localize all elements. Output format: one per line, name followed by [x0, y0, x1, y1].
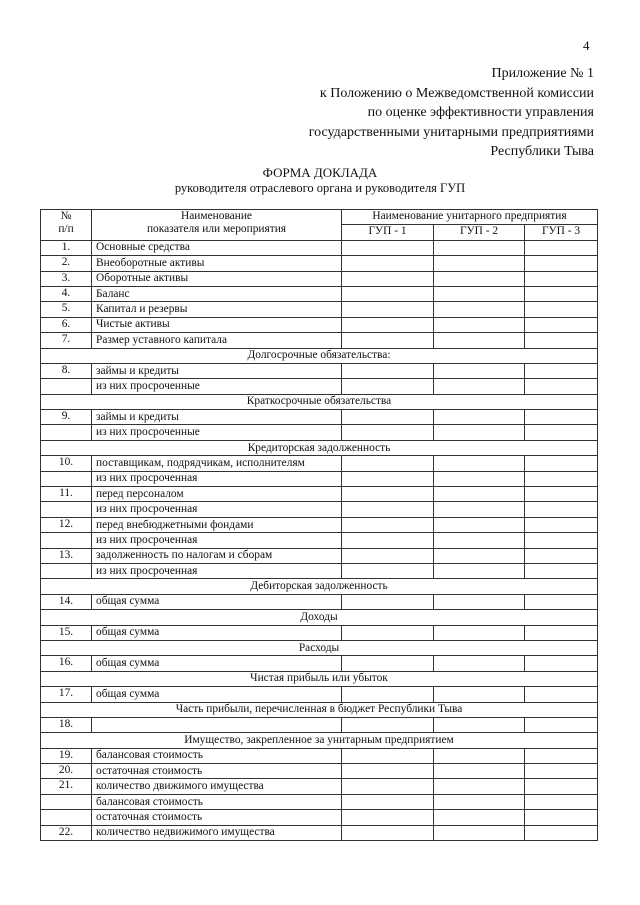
table-row — [41, 256, 598, 271]
indicator-name: из них просроченная — [92, 502, 342, 517]
table-row — [41, 625, 598, 640]
value-cell-gup-1 — [342, 286, 434, 301]
table-section-row — [41, 733, 598, 748]
table-row — [41, 687, 598, 702]
form-title: ФОРМА ДОКЛАДА — [262, 165, 378, 180]
indicator-name: из них просроченная — [92, 563, 342, 578]
indicator-name: Баланс — [92, 286, 342, 301]
row-number: 9. — [41, 410, 92, 425]
table-row — [41, 502, 598, 517]
value-cell-gup-3 — [525, 656, 598, 671]
row-number: 4. — [41, 286, 92, 301]
appendix-caption — [309, 64, 594, 162]
value-cell-gup-1 — [342, 810, 434, 825]
section-title: Краткосрочные обязательства — [41, 394, 598, 409]
value-cell-gup-2 — [434, 471, 525, 486]
value-cell-gup-2 — [434, 548, 525, 563]
row-number: 20. — [41, 764, 92, 779]
table-section-row — [41, 610, 598, 625]
indicator-name: балансовая стоимость — [92, 794, 342, 809]
value-cell-gup-2 — [434, 286, 525, 301]
value-cell-gup-3 — [525, 363, 598, 378]
table-row — [41, 487, 598, 502]
indicator-name: Основные средства — [92, 240, 342, 255]
table-row — [41, 517, 598, 532]
row-number — [41, 563, 92, 578]
row-number: 11. — [41, 487, 92, 502]
appendix-line: к Положению о Межведомственной комиссии — [319, 85, 594, 101]
value-cell-gup-3 — [525, 425, 598, 440]
row-number — [41, 502, 92, 517]
header-enterprise: Наименование унитарного предприятия — [342, 210, 598, 225]
section-title: Часть прибыли, перечисленная в бюджет Республики Тыва — [41, 702, 598, 717]
row-number: 13. — [41, 548, 92, 563]
value-cell-gup-1 — [342, 717, 434, 732]
value-cell-gup-1 — [342, 487, 434, 502]
table-row — [41, 779, 598, 794]
form-subtitle: руководителя отраслевого органа и руководителя ГУП — [174, 181, 466, 195]
value-cell-gup-2 — [434, 271, 525, 286]
section-title: Доходы — [41, 610, 598, 625]
value-cell-gup-2 — [434, 825, 525, 840]
indicator-name: количество движимого имущества — [92, 779, 342, 794]
row-number: 17. — [41, 687, 92, 702]
value-cell-gup-2 — [434, 517, 525, 532]
value-cell-gup-3 — [525, 625, 598, 640]
value-cell-gup-3 — [525, 471, 598, 486]
value-cell-gup-3 — [525, 302, 598, 317]
row-number: 6. — [41, 317, 92, 332]
value-cell-gup-1 — [342, 625, 434, 640]
table-row — [41, 271, 598, 286]
value-cell-gup-3 — [525, 594, 598, 609]
appendix-line: Приложение № 1 — [491, 66, 594, 81]
value-cell-gup-1 — [342, 271, 434, 286]
value-cell-gup-3 — [525, 333, 598, 348]
value-cell-gup-1 — [342, 410, 434, 425]
indicator-name: из них просроченные — [92, 425, 342, 440]
row-number: 15. — [41, 625, 92, 640]
value-cell-gup-3 — [525, 533, 598, 548]
value-cell-gup-2 — [434, 456, 525, 471]
value-cell-gup-2 — [434, 302, 525, 317]
indicator-name: Внеоборотные активы — [92, 256, 342, 271]
value-cell-gup-3 — [525, 717, 598, 732]
indicator-name: общая сумма — [92, 594, 342, 609]
header-gup-2: ГУП - 2 — [434, 225, 525, 240]
value-cell-gup-2 — [434, 594, 525, 609]
value-cell-gup-3 — [525, 517, 598, 532]
row-number: 5. — [41, 302, 92, 317]
row-number — [41, 810, 92, 825]
value-cell-gup-3 — [525, 748, 598, 763]
table-row — [41, 471, 598, 486]
table-row — [41, 810, 598, 825]
value-cell-gup-2 — [434, 256, 525, 271]
value-cell-gup-3 — [525, 764, 598, 779]
table-row — [41, 333, 598, 348]
table-section-row — [41, 671, 598, 686]
value-cell-gup-1 — [342, 333, 434, 348]
row-number: 3. — [41, 271, 92, 286]
header-gup-3: ГУП - 3 — [525, 225, 598, 240]
value-cell-gup-2 — [434, 748, 525, 763]
indicator-name: Оборотные активы — [92, 271, 342, 286]
value-cell-gup-2 — [434, 240, 525, 255]
value-cell-gup-1 — [342, 502, 434, 517]
section-title: Расходы — [41, 640, 598, 655]
indicator-name: из них просроченные — [92, 379, 342, 394]
row-number: 8. — [41, 363, 92, 378]
section-title: Долгосрочные обязательства: — [41, 348, 598, 363]
indicator-name: перед внебюджетными фондами — [92, 517, 342, 532]
value-cell-gup-3 — [525, 286, 598, 301]
table-row — [41, 563, 598, 578]
section-title: Дебиторская задолженность — [41, 579, 598, 594]
table-section-row — [41, 440, 598, 455]
table-row — [41, 656, 598, 671]
value-cell-gup-3 — [525, 256, 598, 271]
value-cell-gup-3 — [525, 687, 598, 702]
value-cell-gup-3 — [525, 456, 598, 471]
appendix-line: по оценке эффективности управления — [367, 105, 594, 120]
value-cell-gup-3 — [525, 240, 598, 255]
value-cell-gup-1 — [342, 563, 434, 578]
value-cell-gup-3 — [525, 548, 598, 563]
value-cell-gup-1 — [342, 764, 434, 779]
row-number: 18. — [41, 717, 92, 732]
section-title: Имущество, закрепленное за унитарным предприятием — [41, 733, 598, 748]
appendix-line: государственными унитарными предприятиями — [308, 124, 594, 140]
value-cell-gup-1 — [342, 548, 434, 563]
value-cell-gup-1 — [342, 517, 434, 532]
value-cell-gup-1 — [342, 594, 434, 609]
indicator-name: займы и кредиты — [92, 363, 342, 378]
section-title: Кредиторская задолженность — [41, 440, 598, 455]
value-cell-gup-1 — [342, 533, 434, 548]
value-cell-gup-2 — [434, 563, 525, 578]
table-row — [41, 410, 598, 425]
value-cell-gup-2 — [434, 656, 525, 671]
row-number — [41, 794, 92, 809]
value-cell-gup-3 — [525, 810, 598, 825]
table-header-row — [41, 210, 598, 225]
header-indicator-line: показателя или мероприятия — [146, 223, 287, 235]
indicator-name: из них просроченная — [92, 471, 342, 486]
value-cell-gup-2 — [434, 333, 525, 348]
row-number: 16. — [41, 656, 92, 671]
value-cell-gup-2 — [434, 502, 525, 517]
value-cell-gup-1 — [342, 363, 434, 378]
value-cell-gup-1 — [342, 240, 434, 255]
value-cell-gup-2 — [434, 625, 525, 640]
row-number: 21. — [41, 779, 92, 794]
header-number — [41, 210, 92, 241]
value-cell-gup-1 — [342, 379, 434, 394]
value-cell-gup-2 — [434, 533, 525, 548]
header-number-line: п/п — [58, 223, 74, 235]
table-row — [41, 379, 598, 394]
table-row — [41, 302, 598, 317]
value-cell-gup-3 — [525, 271, 598, 286]
value-cell-gup-1 — [342, 794, 434, 809]
value-cell-gup-1 — [342, 456, 434, 471]
row-number: 22. — [41, 825, 92, 840]
value-cell-gup-3 — [525, 825, 598, 840]
row-number: 12. — [41, 517, 92, 532]
table-section-row — [41, 702, 598, 717]
table-section-row — [41, 640, 598, 655]
value-cell-gup-1 — [342, 748, 434, 763]
indicator-name: Чистые активы — [92, 317, 342, 332]
table-row — [41, 317, 598, 332]
value-cell-gup-2 — [434, 794, 525, 809]
value-cell-gup-3 — [525, 487, 598, 502]
row-number — [41, 425, 92, 440]
value-cell-gup-2 — [434, 810, 525, 825]
indicator-name — [92, 717, 342, 732]
value-cell-gup-1 — [342, 656, 434, 671]
value-cell-gup-2 — [434, 779, 525, 794]
indicator-name: из них просроченная — [92, 533, 342, 548]
value-cell-gup-3 — [525, 410, 598, 425]
indicator-name: Размер уставного капитала — [92, 333, 342, 348]
table-row — [41, 425, 598, 440]
value-cell-gup-3 — [525, 317, 598, 332]
report-table-body — [41, 240, 598, 840]
table-row — [41, 533, 598, 548]
row-number — [41, 379, 92, 394]
indicator-name: остаточная стоимость — [92, 810, 342, 825]
indicator-name: остаточная стоимость — [92, 764, 342, 779]
indicator-name: общая сумма — [92, 656, 342, 671]
value-cell-gup-1 — [342, 317, 434, 332]
indicator-name: перед персоналом — [92, 487, 342, 502]
value-cell-gup-3 — [525, 563, 598, 578]
table-row — [41, 594, 598, 609]
report-table — [40, 209, 598, 841]
indicator-name: Капитал и резервы — [92, 302, 342, 317]
value-cell-gup-3 — [525, 502, 598, 517]
row-number: 7. — [41, 333, 92, 348]
indicator-name: займы и кредиты — [92, 410, 342, 425]
value-cell-gup-1 — [342, 779, 434, 794]
value-cell-gup-1 — [342, 687, 434, 702]
table-section-row — [41, 394, 598, 409]
value-cell-gup-3 — [525, 794, 598, 809]
table-row — [41, 717, 598, 732]
value-cell-gup-2 — [434, 410, 525, 425]
table-row — [41, 548, 598, 563]
table-row — [41, 764, 598, 779]
row-number: 14. — [41, 594, 92, 609]
row-number: 1. — [41, 240, 92, 255]
indicator-name: задолженность по налогам и сборам — [92, 548, 342, 563]
table-row — [41, 363, 598, 378]
value-cell-gup-3 — [525, 379, 598, 394]
value-cell-gup-2 — [434, 425, 525, 440]
row-number — [41, 533, 92, 548]
value-cell-gup-2 — [434, 379, 525, 394]
value-cell-gup-1 — [342, 256, 434, 271]
value-cell-gup-2 — [434, 487, 525, 502]
header-gup-1: ГУП - 1 — [342, 225, 434, 240]
table-row — [41, 456, 598, 471]
table-section-row — [41, 579, 598, 594]
indicator-name: общая сумма — [92, 625, 342, 640]
header-indicator-line: Наименование — [181, 210, 252, 222]
table-row — [41, 286, 598, 301]
section-title: Чистая прибыль или убыток — [41, 671, 598, 686]
table-row — [41, 748, 598, 763]
table-row — [41, 825, 598, 840]
value-cell-gup-1 — [342, 471, 434, 486]
indicator-name: количество недвижимого имущества — [92, 825, 342, 840]
row-number: 19. — [41, 748, 92, 763]
header-indicator — [92, 210, 342, 241]
value-cell-gup-1 — [342, 425, 434, 440]
value-cell-gup-1 — [342, 825, 434, 840]
appendix-line: Республики Тыва — [490, 144, 594, 159]
value-cell-gup-2 — [434, 363, 525, 378]
row-number: 2. — [41, 256, 92, 271]
table-row — [41, 794, 598, 809]
value-cell-gup-2 — [434, 764, 525, 779]
table-section-row — [41, 348, 598, 363]
value-cell-gup-1 — [342, 302, 434, 317]
indicator-name: балансовая стоимость — [92, 748, 342, 763]
header-number-line: № — [60, 210, 72, 222]
indicator-name: поставщикам, подрядчикам, исполнителям — [92, 456, 342, 471]
value-cell-gup-2 — [434, 717, 525, 732]
row-number: 10. — [41, 456, 92, 471]
row-number — [41, 471, 92, 486]
value-cell-gup-2 — [434, 317, 525, 332]
value-cell-gup-2 — [434, 687, 525, 702]
page-number: 4 — [583, 38, 590, 53]
indicator-name: общая сумма — [92, 687, 342, 702]
table-row — [41, 240, 598, 255]
value-cell-gup-3 — [525, 779, 598, 794]
